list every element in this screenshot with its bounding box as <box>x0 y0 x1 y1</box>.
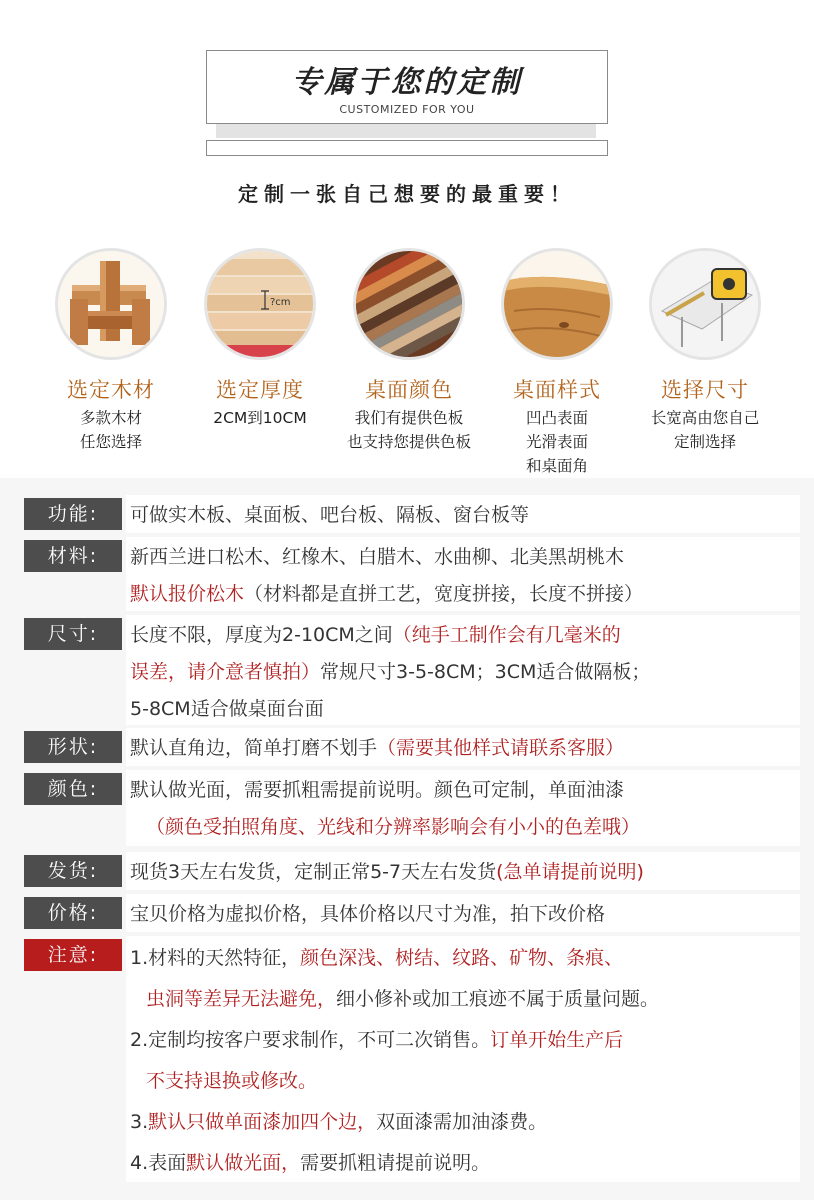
option-desc-line: 凹凸表面 <box>525 409 588 427</box>
option-title: 桌面样式 <box>513 378 601 402</box>
option-desc-line: 任您选择 <box>79 433 142 451</box>
option-desc <box>185 406 335 430</box>
option-title: 选定木材 <box>67 378 155 402</box>
option-title: 选定厚度 <box>216 378 304 402</box>
info-row-notice <box>24 936 800 1182</box>
option-desc <box>630 406 780 454</box>
label-price: 价格: <box>24 897 122 929</box>
option-title: 桌面颜色 <box>365 378 453 402</box>
info-row-color <box>24 770 800 846</box>
content-text: 2.定制均按客户要求制作，不可二次销售。 <box>130 1029 491 1051</box>
content-notice <box>130 938 800 1184</box>
highlight-text: （纯手工制作会有几毫米的 <box>392 624 621 646</box>
highlight-text: 订单开始生产后 <box>490 1029 624 1051</box>
highlight-text: （需要其他样式请联系客服） <box>377 737 625 759</box>
option-desc <box>482 406 632 478</box>
info-row-size <box>24 615 800 725</box>
option-style <box>482 248 632 478</box>
table-corner-icon <box>501 248 613 360</box>
thickness-label: ?cm <box>270 297 291 308</box>
content-line <box>130 576 800 613</box>
option-desc-line: 我们有提供色板 <box>354 409 464 427</box>
option-size <box>630 248 780 454</box>
content-text: 4.表面 <box>130 1152 187 1174</box>
label-size: 尺寸: <box>24 618 122 650</box>
content-text: 细小修补或加工痕迹不属于质量问题。 <box>336 988 660 1010</box>
content-function <box>130 497 800 534</box>
highlight-text: 颜色深浅、树结、纹路、矿物、条痕、 <box>300 947 624 969</box>
color-swatches-icon <box>353 248 465 360</box>
page-title: 专属于您的定制 <box>291 65 523 100</box>
label-shape: 形状: <box>24 731 122 763</box>
content-text: 长度不限，厚度为2-10CM之间 <box>130 624 393 646</box>
header-bar <box>206 140 608 156</box>
option-desc-line: 和桌面角 <box>525 457 588 475</box>
content-line <box>130 654 800 691</box>
content-price <box>130 896 800 933</box>
option-desc-line: 2CM到10CM <box>213 409 307 427</box>
content-text: 默认直角边，简单打磨不划手 <box>130 737 378 759</box>
option-desc-line: 定制选择 <box>673 433 736 451</box>
option-desc-line: 也支持您提供色板 <box>346 433 471 451</box>
content-line <box>130 617 800 654</box>
info-row-function <box>24 495 800 533</box>
content-text: 现货3天左右发货，定制正常5-7天左右发货 <box>130 861 497 883</box>
highlight-text: 不支持退换或修改。 <box>146 1070 318 1092</box>
content-line: 宝贝价格为虚拟价格，具体价格以尺寸为准，拍下改价格 <box>130 903 606 925</box>
highlight-text: 误差，请介意者慎拍） <box>130 661 321 683</box>
tagline: 定制一张自己想要的最重要！ <box>238 182 576 206</box>
option-desc <box>334 406 484 454</box>
content-line <box>130 938 800 979</box>
wood-planks-icon <box>204 248 316 360</box>
label-shipping: 发货: <box>24 855 122 887</box>
highlight-line: （颜色受拍照角度、光线和分辨率影响会有小小的色差哦） <box>146 816 641 838</box>
highlight-text: 虫洞等差异无法避免， <box>146 988 337 1010</box>
content-line: 5-8CM适合做桌面台面 <box>130 698 324 720</box>
option-title: 选择尺寸 <box>661 378 749 402</box>
content-shipping <box>130 854 800 891</box>
content-material <box>130 539 800 613</box>
highlight-text: 默认只做单面漆加四个边， <box>148 1111 377 1133</box>
content-line: 可做实木板、桌面板、吧台板、隔板、窗台板等 <box>130 504 530 526</box>
option-wood <box>36 248 186 454</box>
content-line <box>130 979 800 1020</box>
option-desc <box>36 406 186 454</box>
label-material: 材料: <box>24 540 122 572</box>
highlight-text: 默认做光面， <box>186 1152 301 1174</box>
page-subtitle: CUSTOMIZED FOR YOU <box>339 103 475 116</box>
content-text: （材料都是直拼工艺，宽度拼接，长度不拼接） <box>244 583 644 605</box>
highlight-text: 默认报价松木 <box>130 583 245 605</box>
option-color <box>334 248 484 454</box>
info-row-shape <box>24 728 800 766</box>
content-text: 1.材料的天然特征， <box>130 947 301 969</box>
option-desc-line: 长宽高由您自己 <box>650 409 760 427</box>
tape-measure-icon <box>649 248 761 360</box>
content-size <box>130 617 800 728</box>
header-title-box <box>206 50 608 124</box>
label-function: 功能: <box>24 498 122 530</box>
content-line: 默认做光面，需要抓粗需提前说明。颜色可定制，单面油漆 <box>130 779 625 801</box>
content-text: 常规尺寸3-5-8CM；3CM适合做隔板； <box>320 661 651 683</box>
content-line <box>130 1061 800 1102</box>
content-text: 双面漆需加油漆费。 <box>376 1111 548 1133</box>
wood-joint-icon <box>55 248 167 360</box>
option-thickness <box>185 248 335 430</box>
content-shape <box>130 730 800 767</box>
highlight-text: (急单请提前说明) <box>496 861 644 883</box>
label-notice: 注意: <box>24 939 122 971</box>
info-row-material <box>24 537 800 611</box>
content-color <box>130 772 800 846</box>
content-line: 新西兰进口松木、红橡木、白腊木、水曲柳、北美黑胡桃木 <box>130 546 625 568</box>
content-line <box>130 1102 800 1143</box>
content-line <box>130 1143 800 1184</box>
content-line <box>130 854 800 891</box>
info-row-shipping <box>24 852 800 890</box>
option-desc-line: 光滑表面 <box>525 433 588 451</box>
content-text: 需要抓粗请提前说明。 <box>300 1152 491 1174</box>
content-text: 3. <box>130 1111 149 1133</box>
info-row-price <box>24 894 800 932</box>
option-desc-line: 多款木材 <box>79 409 142 427</box>
label-color: 颜色: <box>24 773 122 805</box>
header-shadow <box>216 124 596 138</box>
content-line <box>130 1020 800 1061</box>
content-line <box>130 730 800 767</box>
